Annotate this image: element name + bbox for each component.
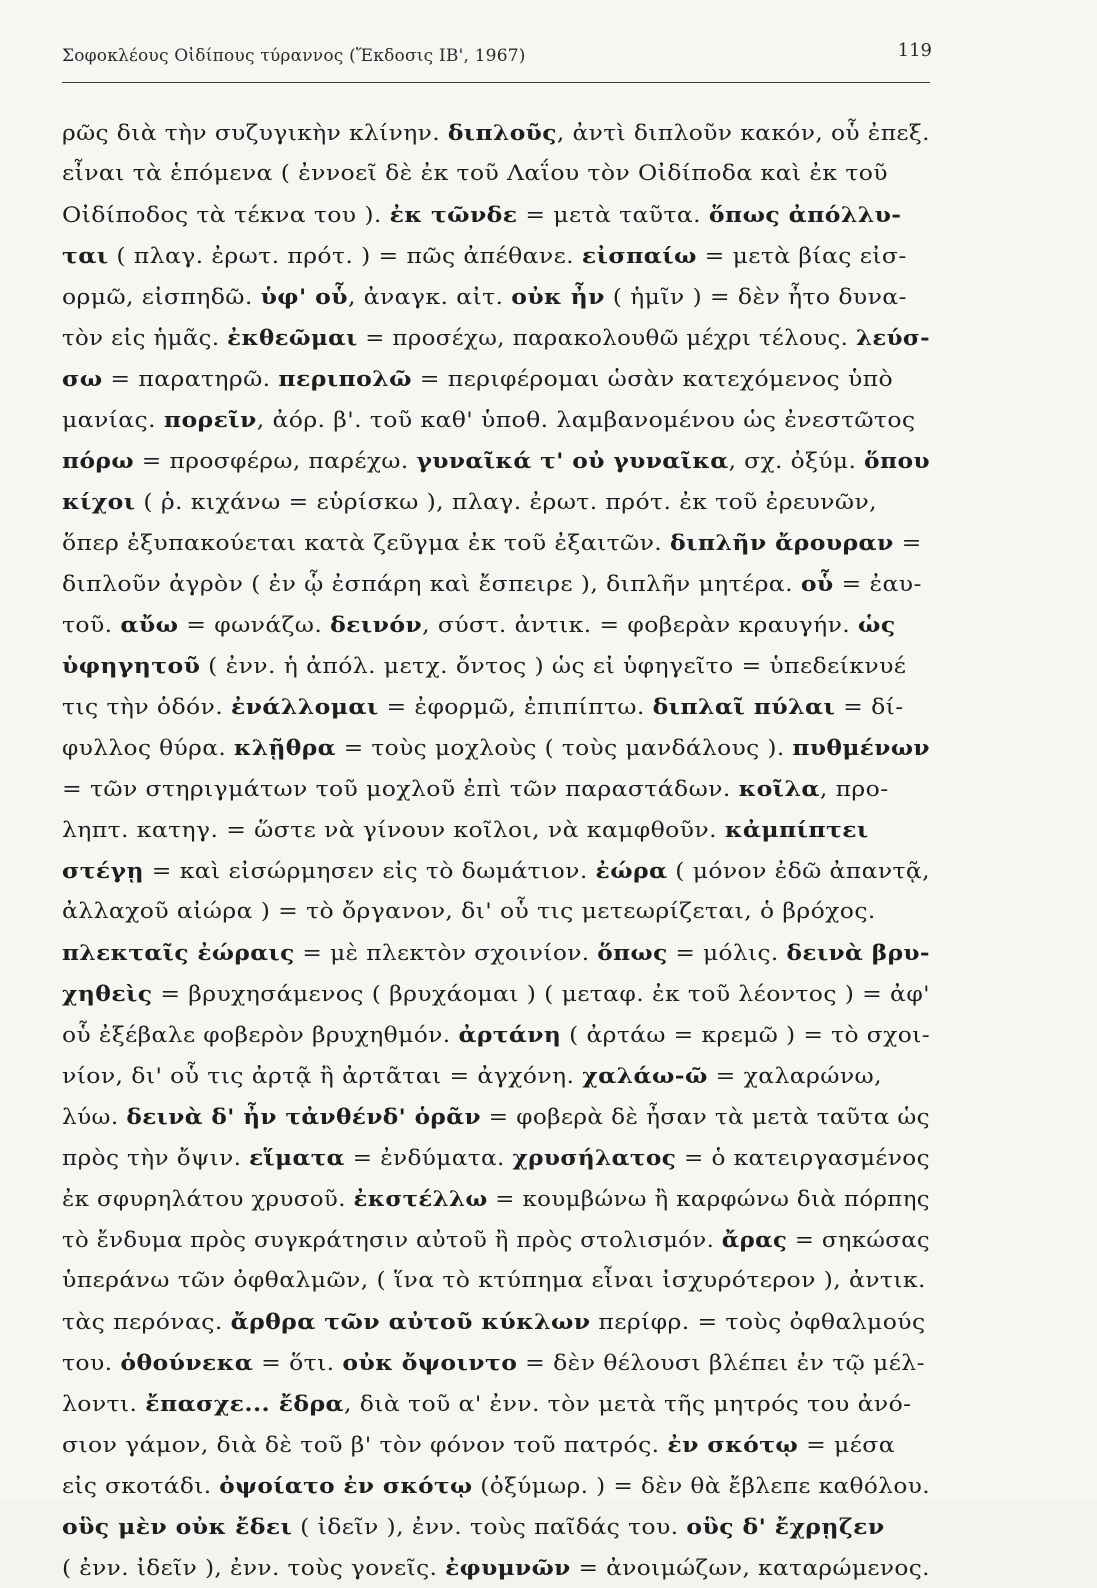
gloss-text: = τῶν στηριγμάτων τοῦ μοχλοῦ ἐπὶ τῶν παραστάδων. xyxy=(62,777,739,801)
text-line xyxy=(62,399,942,440)
gloss-text: = σηκώσας xyxy=(787,1228,931,1252)
headword: οὓς δ' ἔχρῃζεν xyxy=(686,1514,885,1539)
text-line xyxy=(62,481,942,522)
headword: οὐκ ἦν xyxy=(511,284,605,309)
text-line xyxy=(62,1096,942,1137)
text-line xyxy=(62,440,942,481)
headword: ἀρτάνη xyxy=(458,1022,562,1047)
gloss-text: = βρυχησάμενος ( βρυχάομαι ) ( μεταφ. ἐκ τοῦ λέοντος ) = ἀφ' xyxy=(152,982,931,1006)
gloss-text: = παρατηρῶ. xyxy=(102,367,279,391)
gloss-text: τὸν εἰς ἡμᾶς. xyxy=(62,326,228,350)
text-line xyxy=(62,973,942,1014)
gloss-text: λοντι. xyxy=(62,1392,146,1416)
gloss-text: = χαλαρώνω, xyxy=(707,1064,882,1088)
text-line xyxy=(62,891,942,932)
headword: ὅπως ἀπόλλυ- xyxy=(708,202,902,227)
gloss-text: = xyxy=(893,531,922,555)
gloss-text: σιον γάμον, διὰ δὲ τοῦ β' τὸν φόνον τοῦ πατρός. xyxy=(62,1433,668,1457)
gloss-text: = μέσα xyxy=(798,1433,896,1457)
headword: λεύσ- xyxy=(855,325,931,350)
gloss-text: = κουμβώνω ἢ καρφώνω διὰ πόρπης xyxy=(487,1187,931,1211)
gloss-text: ὅπερ ἐξυπακούεται κατὰ ζεῦγμα ἐκ τοῦ ἐξαιτῶν. xyxy=(62,531,671,555)
glossary-body xyxy=(62,112,942,1588)
header-rule xyxy=(62,82,930,83)
headword: πλεκταῖς ἐώραις xyxy=(62,940,295,965)
gloss-text: διπλοῦν ἀγρὸν ( ἐν ᾧ ἐσπάρη καὶ ἔσπειρε ), διπλῆν μητέρα. xyxy=(62,572,801,596)
gloss-text: = τοὺς μοχλοὺς ( τοὺς μανδάλους ). xyxy=(335,736,793,760)
gloss-text: τις τὴν ὁδόν. xyxy=(62,695,231,719)
gloss-text: = δὲν θέλουσι βλέπει ἐν τῷ μέλ- xyxy=(517,1351,925,1375)
gloss-text: ( πλαγ. ἐρωτ. πρότ. ) = πῶς ἀπέθανε. xyxy=(108,244,582,268)
headword: δεινὰ δ' ἦν τἀνθένδ' ὁρᾶν xyxy=(126,1104,481,1129)
text-line xyxy=(62,932,942,973)
gloss-text: , ἀντὶ διπλοῦν κακόν, οὗ ἐπεξ. xyxy=(556,121,930,145)
text-line xyxy=(62,276,942,317)
gloss-text: ορμῶ, εἰσπηδῶ. xyxy=(62,285,261,309)
headword: ἄρας xyxy=(721,1227,788,1252)
gloss-text: = φοβερὰ δὲ ἦσαν τὰ μετὰ ταῦτα ὡς xyxy=(480,1105,931,1129)
headword: ἐκ τῶνδε xyxy=(389,202,518,227)
text-line xyxy=(62,768,942,809)
headword: πορεῖν xyxy=(163,407,257,432)
text-line xyxy=(62,522,942,563)
headword: διπλαῖ πύλαι xyxy=(652,694,836,719)
text-line xyxy=(62,235,942,276)
headword: αὔω xyxy=(120,612,179,637)
text-line xyxy=(62,809,942,850)
gloss-text: , προ- xyxy=(819,777,889,801)
gloss-text: , ἀναγκ. αἰτ. xyxy=(347,285,512,309)
gloss-text: ἐκ σφυρηλάτου χρυσοῦ. xyxy=(62,1187,354,1211)
text-line xyxy=(62,317,942,358)
headword: πυθμένων xyxy=(792,735,930,760)
headword: ὑφ' οὗ xyxy=(260,284,348,309)
gloss-text: = ὁ κατειργασμένος xyxy=(676,1146,930,1170)
gloss-text: = ἐνδύματα. xyxy=(344,1146,513,1170)
headword: ὁθούνεκα xyxy=(120,1350,254,1375)
gloss-text: τὰς περόνας. xyxy=(62,1310,231,1334)
headword: οὗ xyxy=(800,571,834,596)
running-head xyxy=(62,40,932,80)
gloss-text: = ὅτι. xyxy=(253,1351,343,1375)
gloss-text: ( ἰδεῖν ), ἐνν. τοὺς παῖδάς του. xyxy=(292,1515,687,1539)
gloss-text: πρὸς τὴν ὄψιν. xyxy=(62,1146,250,1170)
text-line xyxy=(62,1506,942,1547)
gloss-text: ληπτ. κατηγ. = ὥστε νὰ γίνουν κοῖλοι, νὰ καμφθοῦν. xyxy=(62,818,725,842)
text-line xyxy=(62,1178,942,1219)
gloss-text: ( ἡμῖν ) = δὲν ἦτο δυνα- xyxy=(604,285,907,309)
headword: χαλάω-ῶ xyxy=(582,1063,708,1088)
headword: κἀμπίπτει xyxy=(724,817,869,842)
text-line xyxy=(62,1547,942,1588)
headword: ἐφυμνῶν xyxy=(445,1555,571,1580)
headword: εἰσπαίω xyxy=(581,243,697,268)
gloss-text: = δί- xyxy=(835,695,904,719)
text-line xyxy=(62,686,942,727)
gloss-text: τοῦ. xyxy=(62,613,121,637)
headword: στέγῃ xyxy=(62,858,144,883)
text-line xyxy=(62,1342,942,1383)
headword: ὅπου xyxy=(864,448,931,473)
text-line xyxy=(62,645,942,686)
gloss-text: νίον, δι' οὗ τις ἀρτᾷ ἢ ἀρτᾶται = ἀγχόνη. xyxy=(62,1064,583,1088)
text-line xyxy=(62,358,942,399)
text-line xyxy=(62,850,942,891)
running-title: Σοφοκλέους Οἰδίπους τύραννος (Ἔκδοσις ΙΒ', 1967) xyxy=(62,46,526,66)
text-line xyxy=(62,727,942,768)
gloss-text: εἰς σκοτάδι. xyxy=(62,1474,220,1498)
text-line xyxy=(62,194,942,235)
gloss-text: = ἐφορμῶ, ἐπιπίπτω. xyxy=(378,695,653,719)
gloss-text: = ἀνοιμώζων, καταρώμενος. xyxy=(570,1556,930,1580)
headword: ἐκθεῶμαι xyxy=(227,325,358,350)
headword: πόρω xyxy=(62,448,134,473)
page-number: 119 xyxy=(897,40,932,61)
headword: δεινόν xyxy=(330,612,423,637)
headword: κλῇθρα xyxy=(233,735,336,760)
gloss-text: = καὶ εἰσώρμησεν εἰς τὸ δωμάτιον. xyxy=(143,859,596,883)
gloss-text: , ἀόρ. β'. τοῦ καθ' ὑποθ. λαμβανομένου ὡς ἐνεστῶτος xyxy=(256,408,916,432)
gloss-text: ( ῥ. κιχάνω = εὑρίσκω ), πλαγ. ἐρωτ. πρότ. ἐκ τοῦ ἐρευνῶν, xyxy=(135,490,878,514)
text-line xyxy=(62,563,942,604)
headword: ὅπως xyxy=(597,940,668,965)
gloss-text: οὗ ἐξέβαλε φοβερὸν βρυχηθμόν. xyxy=(62,1023,459,1047)
gloss-text: ( ἀρτάω = κρεμῶ ) = τὸ σχοι- xyxy=(561,1023,931,1047)
text-line xyxy=(62,1014,942,1055)
gloss-text: = μὲ πλεκτὸν σχοινίον. xyxy=(294,941,598,965)
gloss-text: του. xyxy=(62,1351,121,1375)
headword: κίχοι xyxy=(62,489,136,514)
gloss-text: , σχ. ὀξύμ. xyxy=(728,449,865,473)
headword: χηθεὶς xyxy=(62,981,153,1006)
gloss-text: φυλλος θύρα. xyxy=(62,736,234,760)
gloss-text: = μόλις. xyxy=(667,941,787,965)
gloss-text: μανίας. xyxy=(62,408,164,432)
headword: περιπολῶ xyxy=(278,366,412,391)
headword: ἐώρα xyxy=(595,858,668,883)
text-line xyxy=(62,1137,942,1178)
gloss-text: = ἐαυ- xyxy=(833,572,922,596)
text-line xyxy=(62,604,942,645)
headword: ἐν σκότῳ xyxy=(667,1432,799,1457)
text-line xyxy=(62,1055,942,1096)
text-line xyxy=(62,1301,942,1342)
headword: γυναῖκά τ' οὐ γυναῖκα xyxy=(416,448,729,473)
gloss-text: ἀλλαχοῦ αἰώρα ) = τὸ ὄργανον, δι' οὗ τις μετεωρίζεται, ὁ βρόχος. xyxy=(62,899,876,923)
gloss-text: = μετὰ βίας εἰσ- xyxy=(696,244,907,268)
headword: διπλῆν ἄρουραν xyxy=(670,530,894,555)
text-line xyxy=(62,1383,942,1424)
headword: δεινὰ βρυ- xyxy=(786,940,930,965)
headword: ἐνάλλομαι xyxy=(230,694,379,719)
gloss-text: = μετὰ ταῦτα. xyxy=(517,203,709,227)
gloss-text: λύω. xyxy=(62,1105,127,1129)
text-line xyxy=(62,1219,942,1260)
headword: χρυσήλατος xyxy=(512,1145,677,1170)
headword: διπλοῦς xyxy=(447,120,557,145)
headword: ὀψοίατο ἐν σκότῳ xyxy=(219,1473,473,1498)
gloss-text: ( ἐνν. ἡ ἀπόλ. μετχ. ὄντος ) ὡς εἰ ὑφηγεῖτο = ὑπεδείκνυέ xyxy=(200,654,907,678)
headword: σω xyxy=(62,366,103,391)
gloss-text: , σύστ. ἀντικ. = φοβερὰν κραυγήν. xyxy=(422,613,859,637)
gloss-text: = περιφέρομαι ὡσὰν κατεχόμενος ὑπὸ xyxy=(411,367,894,391)
gloss-text: = προσφέρω, παρέχω. xyxy=(133,449,417,473)
headword: εἵματα xyxy=(249,1145,345,1170)
gloss-text: ρῶς διὰ τὴν συζυγικὴν κλίνην. xyxy=(62,121,448,145)
text-line xyxy=(62,112,942,153)
headword: ἐκστέλλω xyxy=(353,1186,488,1211)
text-line xyxy=(62,1260,942,1301)
gloss-text: = φωνάζω. xyxy=(178,613,331,637)
headword: ται xyxy=(62,243,109,268)
headword: οὐκ ὄψοιντο xyxy=(342,1350,518,1375)
gloss-text: (ὀξύμωρ. ) = δὲν θὰ ἔβλεπε καθόλου. xyxy=(472,1474,931,1498)
headword: ἄρθρα τῶν αὐτοῦ κύκλων xyxy=(230,1309,591,1334)
gloss-text: = προσέχω, παρακολουθῶ μέχρι τέλους. xyxy=(357,326,856,350)
gloss-text: ὑπεράνω τῶν ὀφθαλμῶν, ( ἵνα τὸ κτύπημα εἶναι ἰσχυρότερον ), ἀντικ. xyxy=(62,1268,926,1292)
gloss-text: εἶναι τὰ ἑπόμενα ( ἐννοεῖ δὲ ἐκ τοῦ Λαΐου τὸν Οἰδίποδα καὶ ἐκ τοῦ xyxy=(62,161,888,185)
gloss-text: ( μόνον ἐδῶ ἀπαντᾷ, xyxy=(667,859,930,883)
gloss-text: ( ἐνν. ἰδεῖν ), ἐνν. τοὺς γονεῖς. xyxy=(62,1556,446,1580)
headword: ὡς xyxy=(858,612,896,637)
headword: κοῖλα xyxy=(738,776,820,801)
gloss-text: τὸ ἔνδυμα πρὸς συγκράτησιν αὐτοῦ ἢ πρὸς στολισμόν. xyxy=(62,1228,722,1252)
gloss-text: Οἰδίποδος τὰ τέκνα του ). xyxy=(62,203,390,227)
headword: ὑφηγητοῦ xyxy=(62,653,201,678)
headword: ἔπασχε... ἔδρα xyxy=(145,1391,344,1416)
headword: οὓς μὲν οὐκ ἔδει xyxy=(62,1514,293,1539)
gloss-text: περίφρ. = τοὺς ὀφθαλμούς xyxy=(590,1310,926,1334)
gloss-text: , διὰ τοῦ α' ἐνν. τὸν μετὰ τῆς μητρός του ἀνό- xyxy=(343,1392,912,1416)
text-line xyxy=(62,1424,942,1465)
text-line xyxy=(62,153,942,194)
